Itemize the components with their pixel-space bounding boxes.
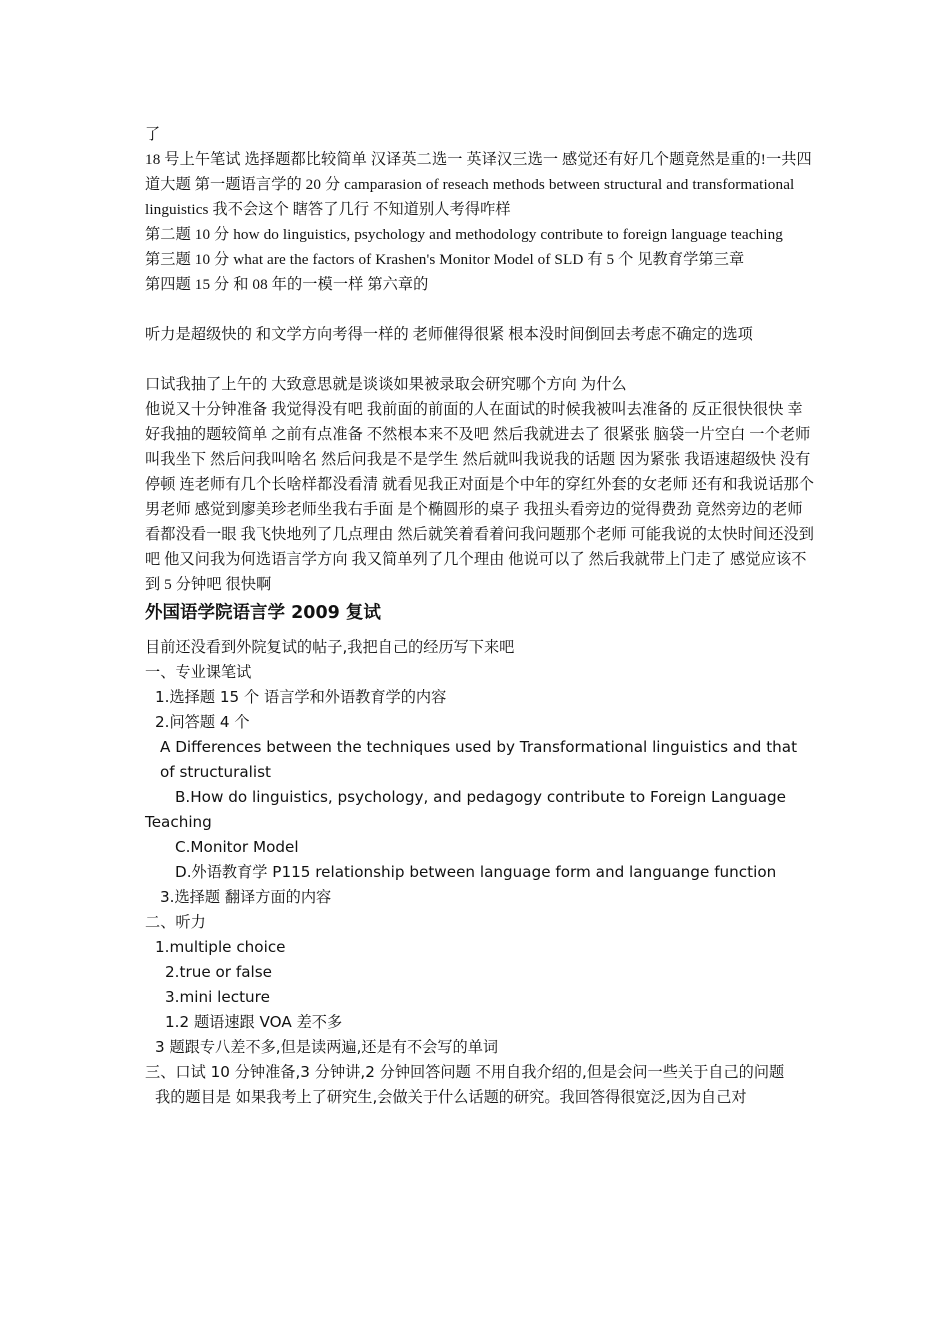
blank-line bbox=[145, 297, 815, 322]
section-heading: 外国语学院语言学 2009 复试 bbox=[145, 603, 381, 623]
blank-line bbox=[145, 347, 815, 372]
part1-title: 一、专业课笔试 bbox=[145, 663, 252, 681]
list-item: 3.选择题 翻译方面的内容 bbox=[160, 888, 332, 906]
paragraph-question-2: 第二题 10 分 how do linguistics, psychology and methodology contribute to foreign language teaching bbox=[145, 226, 783, 243]
section-exam-notes bbox=[145, 122, 815, 597]
question-b: B.How do linguistics, psychology, and pedagogy contribute to Foreign Language Teaching bbox=[145, 788, 787, 831]
section-retest-notes bbox=[145, 635, 815, 1110]
part3-title: 三、口试 10 分钟准备,3 分钟讲,2 分钟回答问题 不用自我介绍的,但是会问一些关于自己的问题 bbox=[145, 1063, 785, 1081]
question-a: A Differences between the techniques used by Transformational linguistics and that of structuralist bbox=[160, 738, 798, 781]
question-c: C.Monitor Model bbox=[175, 838, 299, 856]
paragraph-line: 了 bbox=[145, 126, 161, 143]
paragraph-oral-story: 他说又十分钟准备 我觉得没有吧 我前面的前面的人在面试的时候我被叫去准备的 反正很快很快 幸好我抽的题较简单 之前有点准备 不然根本来不及吧 然后我就进去了 很紧张 脑袋一片空白 一个老师叫我坐下 然后问我叫啥名 然后问我是不是学生 然后就叫我说我的话题 因为紧张 我语速超级快 没有停顿 连老师有几个长啥样都没看清 就看见我正对面是个中年的穿红外套的女老师 还有和我说话那个男老师 感觉到廖美珍老师坐我右手面 是个椭圆形的桌子 我扭头看旁边的觉得费劲 竟然旁边的老师看都没看一眼 我飞快地列了几点理由 然后就笑着看着问我问题那个老师 可能我说的太快时间还没到吧 他又问我为何选语言学方向 我又简单列了几个理由 他说可以了 然后我就带上门走了 感觉应该不到 5 分钟吧 很快啊 bbox=[145, 401, 815, 593]
list-item: 3.mini lecture bbox=[165, 988, 270, 1006]
list-item: 1.multiple choice bbox=[155, 938, 286, 956]
paragraph-written-exam: 18 号上午笔试 选择题都比较简单 汉译英二选一 英译汉三选一 感觉还有好几个题竟然是重的!一共四道大题 第一题语言学的 20 分 camparasion of reseach methods between structural and transformational linguistics 我不会这个 瞎答了几行 不知道别人考得咋样 bbox=[145, 151, 812, 218]
paragraph-question-3: 第三题 10 分 what are the factors of Krashen's Monitor Model of SLD 有 5 个 见教育学第三章 bbox=[145, 251, 745, 268]
part2-title: 二、听力 bbox=[145, 913, 206, 931]
paragraph-oral-intro: 口试我抽了上午的 大致意思就是谈谈如果被录取会研究哪个方向 为什么 bbox=[145, 376, 627, 393]
list-item: 2.问答题 4 个 bbox=[155, 713, 250, 731]
intro-text: 目前还没看到外院复试的帖子,我把自己的经历写下来吧 bbox=[145, 638, 515, 656]
list-item: 1.2 题语速跟 VOA 差不多 bbox=[165, 1013, 343, 1031]
document-page bbox=[145, 122, 815, 1110]
question-d: D.外语教育学 P115 relationship between language form and languange function bbox=[175, 863, 777, 881]
list-item: 2.true or false bbox=[165, 963, 272, 981]
paragraph-question-4: 第四题 15 分 和 08 年的一模一样 第六章的 bbox=[145, 276, 429, 293]
list-item: 1.选择题 15 个 语言学和外语教育学的内容 bbox=[155, 688, 447, 706]
list-item: 3 题跟专八差不多,但是读两遍,还是有不会写的单词 bbox=[155, 1038, 499, 1056]
paragraph-listening: 听力是超级快的 和文学方向考得一样的 老师催得很紧 根本没时间倒回去考虑不确定的选项 bbox=[145, 326, 753, 343]
part3-text: 我的题目是 如果我考上了研究生,会做关于什么话题的研究。我回答得很宽泛,因为自己对 bbox=[155, 1088, 747, 1106]
